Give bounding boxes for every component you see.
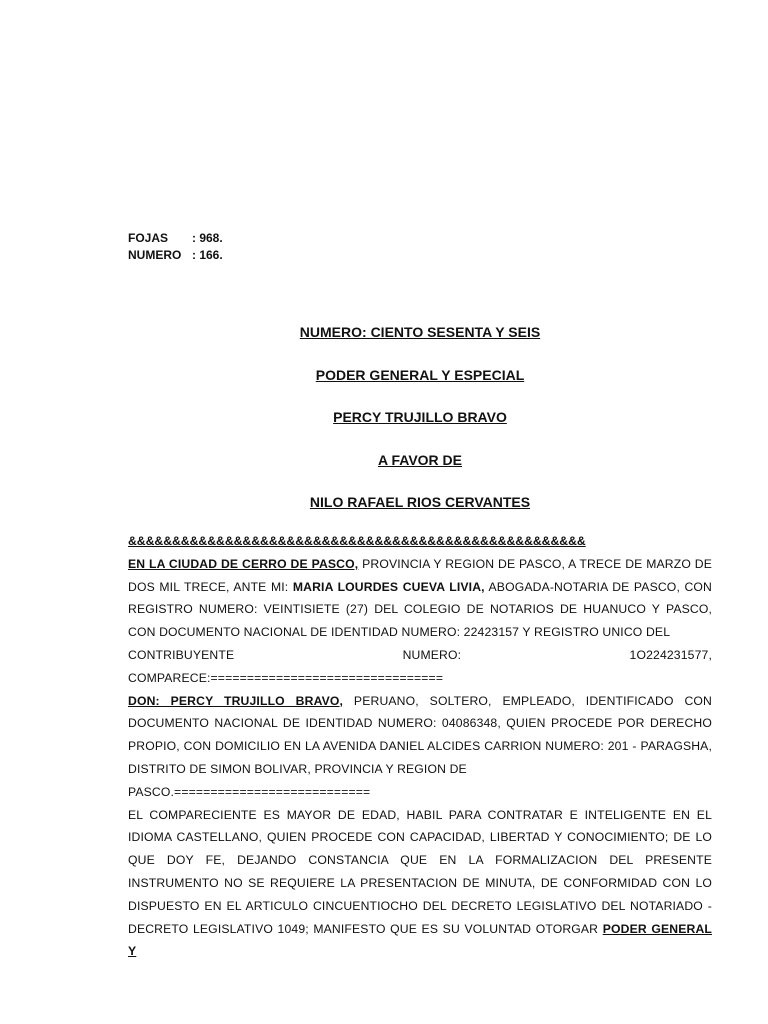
numero-label: NUMERO	[128, 248, 182, 262]
ampersand-separator: &&&&&&&&&&&&&&&&&&&&&&&&&&&&&&&&&&&&&&&&&&&&&&&&&&&&	[128, 534, 586, 548]
poder-tail: PODER GENERAL Y	[128, 921, 712, 959]
intro-text-2: ABOGADA-NOTARIA DE PASCO, CON REGISTRO NUMERO: VEINTISIETE (27) DEL COLEGIO DE NOTARIOS DE HUANUCO Y PASCO, CON DOCUMENTO NACIONAL DE IDENTIDAD NUMERO: 22423157 Y REGISTRO UNICO DEL	[128, 579, 713, 640]
header-meta	[128, 230, 223, 264]
ruc-word-1: CONTRIBUYENTE	[128, 647, 235, 662]
fojas-value: : 968.	[192, 231, 223, 245]
title-apoderado: NILO RAFAEL RIOS CERVANTES	[309, 494, 531, 510]
compareciente-name: DON: PERCY TRUJILLO BRAVO,	[128, 693, 344, 708]
intro-text-1: PROVINCIA Y REGION DE PASCO, A TRECE DE MARZO DE DOS MIL TRECE, ANTE MI:	[128, 556, 712, 594]
notary-name: MARIA LOURDES CUEVA LIVIA,	[292, 579, 485, 594]
ruc-line	[128, 644, 712, 667]
ruc-number: 1O224231577,	[629, 647, 712, 662]
document-body	[128, 530, 712, 963]
numero-value: : 166.	[192, 248, 223, 262]
paragraph-capacidad	[128, 804, 712, 964]
capacidad-text: EL COMPARECIENTE ES MAYOR DE EDAD, HABIL PARA CONTRATAR E INTELIGENTE EN EL IDIOMA CASTELLANO, QUIEN PROCEDE CON CAPACIDAD, LIBERTAD Y CONOCIMIENTO; DE LO QUE DOY FE, DEJANDO CONSTANCIA QUE EN LA FORMALIZACION DEL PRESENTE INSTRUMENTO NO SE REQUIERE LA PRESENTACION DE MINUTA, DE CONFORMIDAD CON LO DISPUESTO EN EL ARTICULO CINCUENTIOCHO DEL DECRETO LEGISLATIVO DEL NOTARIADO - DECRETO LEGISLATIVO 1049; MANIFESTO QUE ES SU VOLUNTAD OTORGAR	[128, 807, 712, 936]
title-otorgante: PERCY TRUJILLO BRAVO	[333, 409, 507, 425]
paragraph-intro	[128, 553, 712, 644]
pasco-line: PASCO.===========================	[128, 784, 371, 799]
numero-row	[128, 247, 223, 264]
city-lead: EN LA CIUDAD DE CERRO DE PASCO,	[128, 556, 359, 571]
comparece-line: COMPARECE:================================	[128, 670, 444, 685]
fojas-label: FOJAS	[128, 231, 169, 245]
title-poder: PODER GENERAL Y ESPECIAL	[315, 366, 525, 383]
compareciente-text: PERUANO, SOLTERO, EMPLEADO, IDENTIFICADO CON DOCUMENTO NACIONAL DE IDENTIDAD NUMERO: 04086348, QUIEN PROCEDE POR DERECHO PROPIO, CON DOMICILIO EN LA AVENIDA DANIEL ALCIDES CARRION NUMERO: 201 - PARAGSHA, DISTRITO DE SIMON BOLIVAR, PROVINCIA Y REGION DE	[128, 693, 712, 776]
title-numero: NUMERO: CIENTO SESENTA Y SEIS	[299, 324, 541, 340]
title-a-favor: A FAVOR DE	[377, 451, 462, 468]
title-block	[128, 320, 712, 533]
paragraph-compareciente	[128, 690, 712, 781]
fojas-row	[128, 230, 223, 247]
ruc-word-2: NUMERO:	[402, 647, 462, 662]
